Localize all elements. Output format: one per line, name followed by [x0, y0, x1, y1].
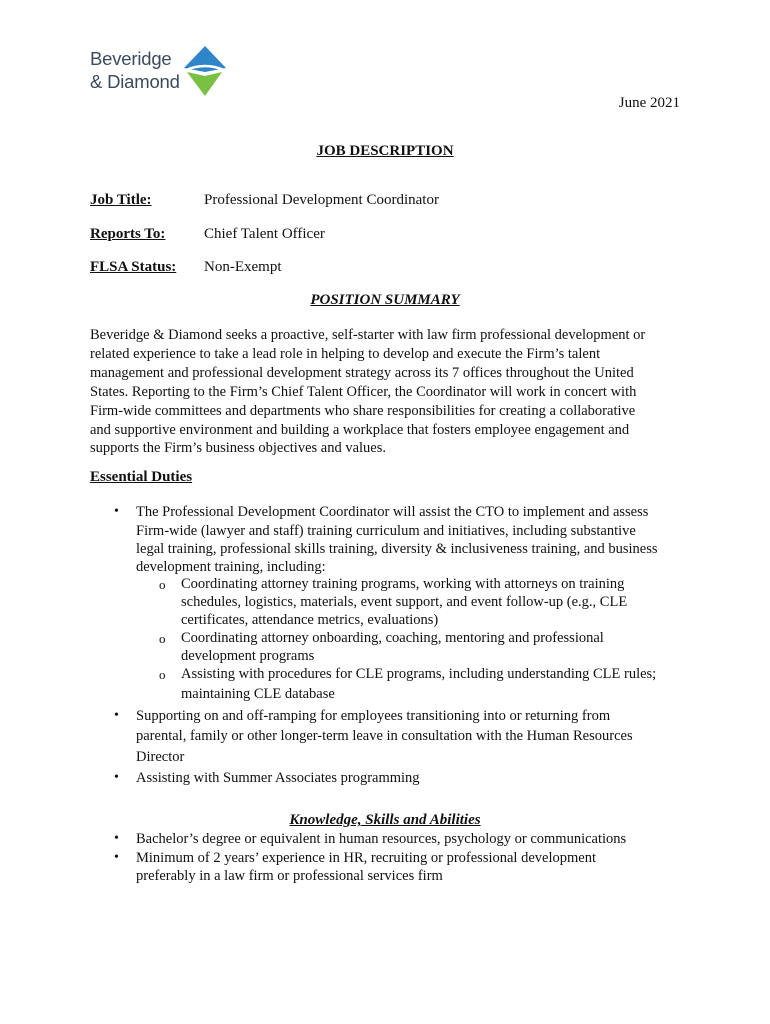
- duty-item-line: development training, including:: [136, 559, 326, 575]
- job-title-row: [90, 192, 439, 209]
- summary-line: Firm-wide committees and departments who share responsibilities for creating a collaborative: [90, 402, 636, 419]
- summary-line: States. Reporting to the Firm’s Chief Talent Officer, the Coordinator will work in concert with: [90, 383, 637, 400]
- duty-item-line: Supporting on and off-ramping for employees transitioning into or returning from: [136, 708, 611, 724]
- job-title-value: Professional Development Coordinator: [204, 192, 439, 208]
- bullet-marker: •: [114, 504, 119, 519]
- sub-item-line: Assisting with procedures for CLE programs, including understanding CLE rules;: [181, 666, 657, 682]
- summary-line: and supportive environment and building a workplace that fosters employee engagement and: [90, 421, 630, 438]
- ksa-heading: Knowledge, Skills and Abilities: [289, 812, 481, 828]
- logo-diamond-icon: [184, 46, 226, 96]
- reports-to-row: [90, 226, 325, 243]
- logo-text-line2: & Diamond: [90, 71, 180, 92]
- duty-item-line: legal training, professional skills training, diversity & inclusiveness training, and business: [136, 541, 658, 557]
- bullet-marker: •: [114, 770, 119, 785]
- bullet-marker: •: [114, 831, 119, 846]
- summary-line: management and professional development strategy across its 7 offices throughout the United: [90, 364, 634, 381]
- logo-text-line1: Beveridge: [90, 48, 172, 69]
- sub-bullet-marker: o: [159, 631, 166, 646]
- bullet-marker: •: [114, 850, 119, 865]
- flsa-status-row: [90, 259, 281, 276]
- duty-item-line: Director: [136, 749, 185, 765]
- company-logo: [90, 46, 230, 98]
- ksa-item-line: Bachelor’s degree or equivalent in human resources, psychology or communications: [136, 831, 627, 847]
- bullet-marker: •: [114, 708, 119, 723]
- flsa-status-value: Non-Exempt: [204, 259, 282, 275]
- document-date: June 2021: [618, 95, 680, 111]
- position-summary-heading: POSITION SUMMARY: [310, 292, 460, 308]
- sub-item-line: Coordinating attorney onboarding, coaching, mentoring and professional: [181, 630, 604, 646]
- document-title: JOB DESCRIPTION: [316, 143, 454, 159]
- duty-item-line: Firm-wide (lawyer and staff) training curriculum and initiatives, including substantive: [136, 523, 636, 539]
- flsa-status-label: FLSA Status:: [90, 259, 177, 275]
- reports-to-label: Reports To:: [90, 226, 166, 242]
- sub-item-line: schedules, logistics, materials, event support, and event follow-up (e.g., CLE: [181, 594, 628, 610]
- ksa-item-line: Minimum of 2 years’ experience in HR, recruiting or professional development: [136, 850, 596, 866]
- sub-item-line: Coordinating attorney training programs, working with attorneys on training: [181, 576, 625, 592]
- reports-to-value: Chief Talent Officer: [204, 226, 325, 242]
- sub-item-line: maintaining CLE database: [181, 686, 335, 702]
- sub-item-line: certificates, attendance metrics, evaluations): [181, 612, 439, 628]
- duty-item-line: parental, family or other longer-term leave in consultation with the Human Resources: [136, 728, 633, 744]
- position-summary-paragraph: [90, 326, 682, 458]
- essential-duties-heading: Essential Duties: [90, 469, 193, 485]
- sub-bullet-marker: o: [159, 667, 166, 682]
- summary-line: supports the Firm’s business objectives and values.: [90, 440, 387, 457]
- sub-item-line: development programs: [181, 648, 315, 664]
- duty-item-line: Assisting with Summer Associates programming: [136, 770, 420, 786]
- ksa-item-line: preferably in a law firm or professional services firm: [136, 868, 443, 884]
- sub-bullet-marker: o: [159, 577, 166, 592]
- summary-line: related experience to take a lead role in helping to develop and execute the Firm’s talent: [90, 345, 601, 362]
- job-title-label: Job Title:: [90, 192, 152, 208]
- summary-line: Beveridge & Diamond seeks a proactive, self-starter with law firm professional development or: [90, 327, 646, 343]
- duty-item-line: The Professional Development Coordinator will assist the CTO to implement and assess: [136, 504, 649, 520]
